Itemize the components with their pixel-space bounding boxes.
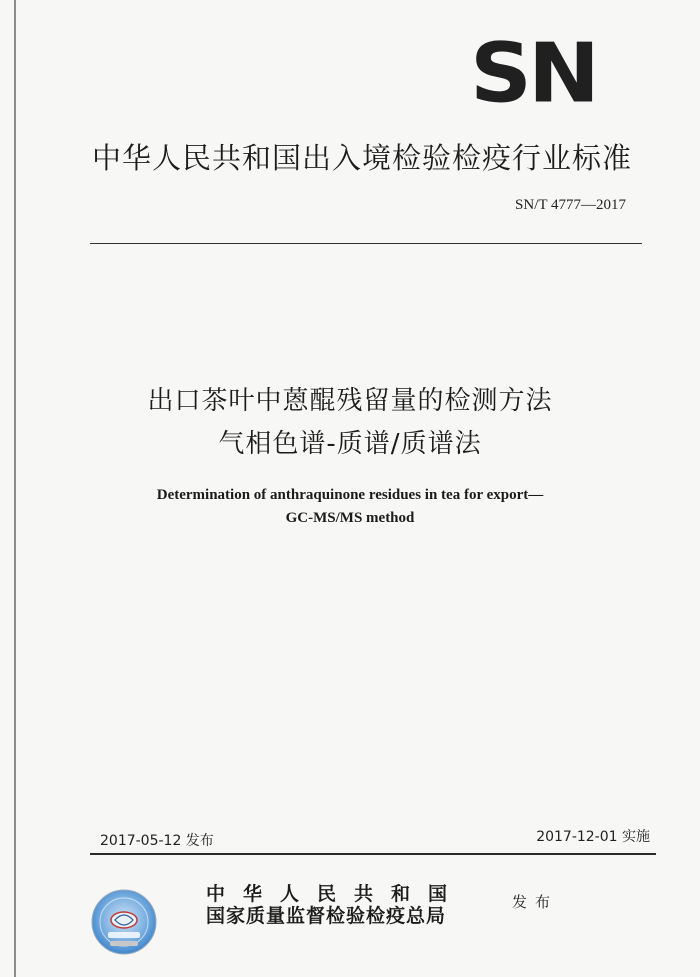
anti-counterfeit-seal-icon bbox=[90, 888, 158, 956]
standard-number: SN/T 4777—2017 bbox=[515, 197, 626, 213]
publisher-line-1: 中华人民共和国 bbox=[206, 883, 466, 905]
footer-divider bbox=[90, 853, 656, 855]
issue-date: 2017-05-12 发布 bbox=[100, 833, 214, 849]
english-title-line-2: GC-MS/MS method bbox=[285, 510, 415, 526]
publisher-line-2: 国家质量监督检验检疫总局 bbox=[206, 905, 447, 927]
org-title: 中华人民共和国出入境检验检疫行业标准 bbox=[92, 141, 633, 175]
english-title-line-1: Determination of anthraquinone residues in tea for export— bbox=[156, 487, 544, 503]
sn-logo: SN bbox=[470, 26, 596, 122]
chinese-title-line-1: 出口茶叶中蒽醌残留量的检测方法 bbox=[147, 386, 553, 416]
publish-label: 发布 bbox=[512, 893, 559, 911]
implementation-date: 2017-12-01 实施 bbox=[536, 829, 650, 845]
chinese-title-line-2: 气相色谱-质谱/质谱法 bbox=[218, 429, 482, 459]
header-divider bbox=[90, 243, 642, 244]
